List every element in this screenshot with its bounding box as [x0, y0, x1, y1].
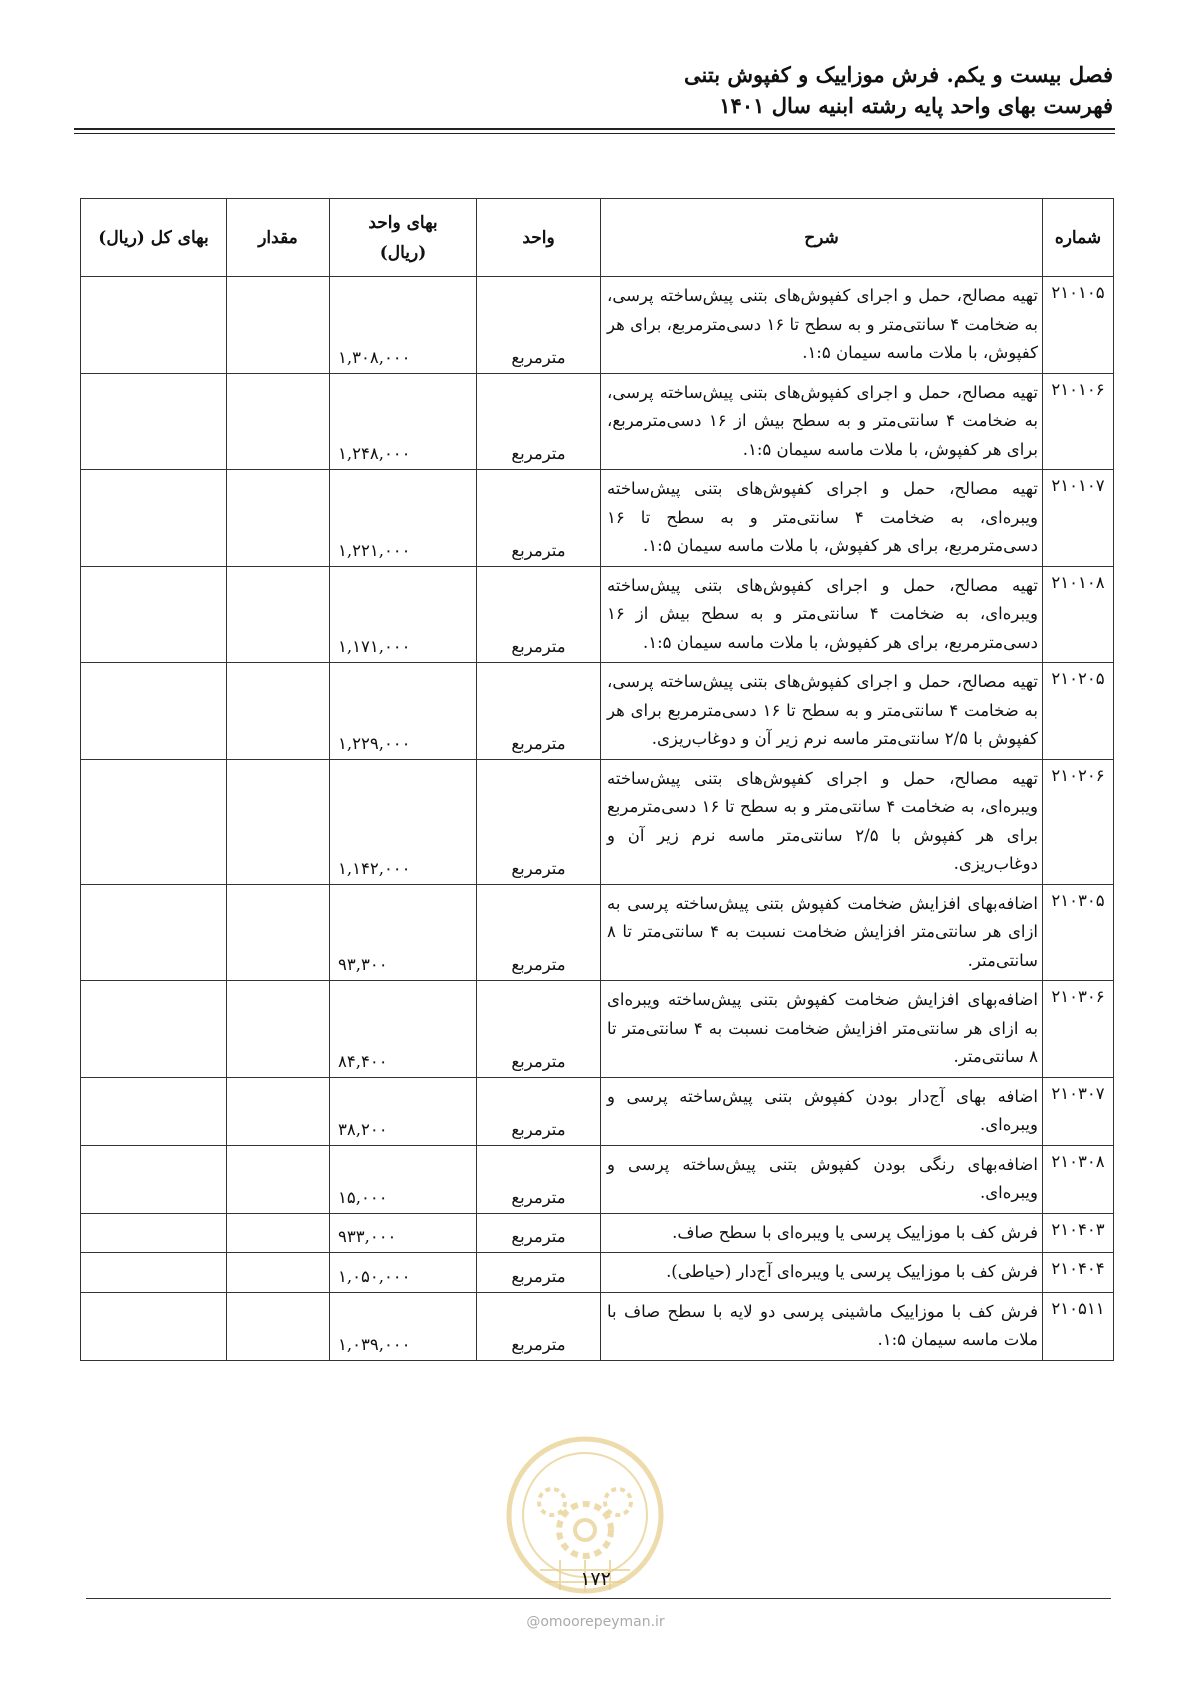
row-unit-price: ۱,۲۲۹,۰۰۰ — [330, 663, 477, 760]
header-rule-thin — [74, 133, 1115, 134]
row-description: تهیه مصالح، حمل و اجرای کفپوش‌های بتنی پیش‌ساخته ویبره‌ای، به ضخامت ۴ سانتی‌متر و به سطح بیش از ۱۶ دسی‌مترمربع، برای هر کفپوش، با ملات ماسه سیمان ۱:۵. — [601, 566, 1043, 663]
row-total — [81, 663, 227, 760]
row-unit-price: ۹۳۳,۰۰۰ — [330, 1213, 477, 1253]
row-description: اضافه‌بهای افزایش ضخامت کفپوش بتنی پیش‌ساخته پرسی به ازای هر سانتی‌متر افزایش ضخامت نسبت به ۴ سانتی‌متر تا ۸ سانتی‌متر. — [601, 884, 1043, 981]
row-description: تهیه مصالح، حمل و اجرای کفپوش‌های بتنی پیش‌ساخته پرسی، به ضخامت ۴ سانتی‌متر و به سطح تا ۱۶ دسی‌مترمربع، برای هر کفپوش، با ملات ماسه سیمان ۱:۵. — [601, 277, 1043, 374]
row-unit: مترمربع — [477, 663, 601, 760]
col-header-quantity: مقدار — [227, 199, 330, 277]
row-total — [81, 566, 227, 663]
chapter-title: فصل بیست و یکم. فرش موزاییک و کفپوش بتنی — [684, 62, 1113, 87]
row-description: فرش کف با موزاییک پرسی یا ویبره‌ای با سطح صاف. — [601, 1213, 1043, 1253]
row-description: اضافه‌بهای رنگی بودن کفپوش بتنی پیش‌ساخته پرسی و ویبره‌ای. — [601, 1145, 1043, 1213]
table-row — [81, 277, 1114, 374]
row-description: تهیه مصالح، حمل و اجرای کفپوش‌های بتنی پیش‌ساخته پرسی، به ضخامت ۴ سانتی‌متر و به سطح تا ۱۶ دسی‌مترمربع برای هر کفپوش با ۲/۵ سانتی‌متر ماسه نرم زیر آن و دوغاب‌ریزی. — [601, 663, 1043, 760]
document-title: فهرست بهای واحد پایه رشته ابنیه سال ۱۴۰۱ — [719, 93, 1113, 118]
row-unit-price: ۱,۱۴۲,۰۰۰ — [330, 759, 477, 884]
row-number: ۲۱۰۳۰۸ — [1043, 1145, 1114, 1213]
row-number: ۲۱۰۴۰۴ — [1043, 1253, 1114, 1293]
row-total — [81, 981, 227, 1078]
table-row — [81, 1077, 1114, 1145]
col-header-unit: واحد — [477, 199, 601, 277]
row-unit: مترمربع — [477, 277, 601, 374]
row-unit: مترمربع — [477, 373, 601, 470]
row-number: ۲۱۰۳۰۶ — [1043, 981, 1114, 1078]
table-row — [81, 1145, 1114, 1213]
row-number: ۲۱۰۵۱۱ — [1043, 1292, 1114, 1360]
row-description: تهیه مصالح، حمل و اجرای کفپوش‌های بتنی پیش‌ساخته ویبره‌ای، به ضخامت ۴ سانتی‌متر و به سطح تا ۱۶ دسی‌مترمربع برای هر کفپوش با ۲/۵ سانتی‌متر ماسه نرم زیر آن و دوغاب‌ریزی. — [601, 759, 1043, 884]
row-number: ۲۱۰۲۰۵ — [1043, 663, 1114, 760]
row-number: ۲۱۰۱۰۷ — [1043, 470, 1114, 567]
table-row — [81, 663, 1114, 760]
row-unit: مترمربع — [477, 981, 601, 1078]
row-unit: مترمربع — [477, 1292, 601, 1360]
row-number: ۲۱۰۴۰۳ — [1043, 1213, 1114, 1253]
col-header-unit-price — [330, 199, 477, 277]
table-row — [81, 759, 1114, 884]
row-number: ۲۱۰۱۰۶ — [1043, 373, 1114, 470]
row-unit-price: ۱,۰۵۰,۰۰۰ — [330, 1253, 477, 1293]
row-total — [81, 1077, 227, 1145]
row-unit: مترمربع — [477, 759, 601, 884]
header-rule-thick — [74, 128, 1115, 130]
row-unit-price: ۳۸,۲۰۰ — [330, 1077, 477, 1145]
website-watermark: @omoorepeyman.ir — [526, 1614, 665, 1630]
row-total — [81, 884, 227, 981]
table-row — [81, 884, 1114, 981]
unit-price-label: بهای واحد — [368, 212, 438, 233]
row-quantity — [227, 1253, 330, 1293]
row-quantity — [227, 1292, 330, 1360]
row-number: ۲۱۰۲۰۶ — [1043, 759, 1114, 884]
row-description: فرش کف با موزاییک ماشینی پرسی دو لایه با سطح صاف با ملات ماسه سیمان ۱:۵. — [601, 1292, 1043, 1360]
unit-price-currency: (ریال) — [379, 242, 427, 263]
row-description: تهیه مصالح، حمل و اجرای کفپوش‌های بتنی پیش‌ساخته ویبره‌ای، به ضخامت ۴ سانتی‌متر و به سطح تا ۱۶ دسی‌مترمربع، برای هر کفپوش، با ملات ماسه سیمان ۱:۵. — [601, 470, 1043, 567]
row-total — [81, 277, 227, 374]
row-total — [81, 759, 227, 884]
col-header-total: بهای کل (ریال) — [81, 199, 227, 277]
row-unit-price: ۱,۰۳۹,۰۰۰ — [330, 1292, 477, 1360]
row-unit: مترمربع — [477, 1145, 601, 1213]
row-description: اضافه بهای آج‌دار بودن کفپوش بتنی پیش‌ساخته پرسی و ویبره‌ای. — [601, 1077, 1043, 1145]
row-unit-price: ۱,۳۰۸,۰۰۰ — [330, 277, 477, 374]
row-unit-price: ۹۳,۳۰۰ — [330, 884, 477, 981]
row-total — [81, 373, 227, 470]
row-unit-price: ۱,۱۷۱,۰۰۰ — [330, 566, 477, 663]
row-quantity — [227, 1145, 330, 1213]
row-quantity — [227, 277, 330, 374]
table-header-row — [81, 199, 1114, 277]
table-row — [81, 1213, 1114, 1253]
row-quantity — [227, 759, 330, 884]
row-number: ۲۱۰۱۰۸ — [1043, 566, 1114, 663]
row-total — [81, 1213, 227, 1253]
row-quantity — [227, 663, 330, 760]
page-header — [74, 60, 1113, 122]
row-unit-price: ۸۴,۴۰۰ — [330, 981, 477, 1078]
row-unit-price: ۱,۲۲۱,۰۰۰ — [330, 470, 477, 567]
price-table — [80, 198, 1114, 1361]
row-total — [81, 1253, 227, 1293]
row-description: تهیه مصالح، حمل و اجرای کفپوش‌های بتنی پیش‌ساخته پرسی، به ضخامت ۴ سانتی‌متر و به سطح بیش از ۱۶ دسی‌مترمربع، برای هر کفپوش، با ملات ماسه سیمان ۱:۵. — [601, 373, 1043, 470]
row-description: اضافه‌بهای افزایش ضخامت کفپوش بتنی پیش‌ساخته ویبره‌ای به ازای هر سانتی‌متر افزایش ضخامت نسبت به ۴ سانتی‌متر تا ۸ سانتی‌متر. — [601, 981, 1043, 1078]
row-unit: مترمربع — [477, 1213, 601, 1253]
row-total — [81, 1292, 227, 1360]
table-row — [81, 981, 1114, 1078]
row-unit: مترمربع — [477, 470, 601, 567]
row-unit: مترمربع — [477, 1253, 601, 1293]
row-total — [81, 470, 227, 567]
table-row — [81, 470, 1114, 567]
row-quantity — [227, 566, 330, 663]
row-unit: مترمربع — [477, 884, 601, 981]
row-description: فرش کف با موزاییک پرسی یا ویبره‌ای آج‌دار (حیاطی). — [601, 1253, 1043, 1293]
row-quantity — [227, 470, 330, 567]
table-row — [81, 1253, 1114, 1293]
row-quantity — [227, 884, 330, 981]
row-unit-price: ۱۵,۰۰۰ — [330, 1145, 477, 1213]
row-number: ۲۱۰۱۰۵ — [1043, 277, 1114, 374]
row-total — [81, 1145, 227, 1213]
col-header-description: شرح — [601, 199, 1043, 277]
row-unit-price: ۱,۲۴۸,۰۰۰ — [330, 373, 477, 470]
table-row — [81, 1292, 1114, 1360]
row-quantity — [227, 373, 330, 470]
page-number: ۱۷۲ — [580, 1568, 611, 1590]
row-number: ۲۱۰۳۰۷ — [1043, 1077, 1114, 1145]
col-header-number: شماره — [1043, 199, 1114, 277]
table-row — [81, 566, 1114, 663]
row-unit: مترمربع — [477, 1077, 601, 1145]
row-number: ۲۱۰۳۰۵ — [1043, 884, 1114, 981]
table-row — [81, 373, 1114, 470]
row-quantity — [227, 1077, 330, 1145]
footer-rule — [86, 1598, 1111, 1599]
row-unit: مترمربع — [477, 566, 601, 663]
row-quantity — [227, 981, 330, 1078]
row-quantity — [227, 1213, 330, 1253]
